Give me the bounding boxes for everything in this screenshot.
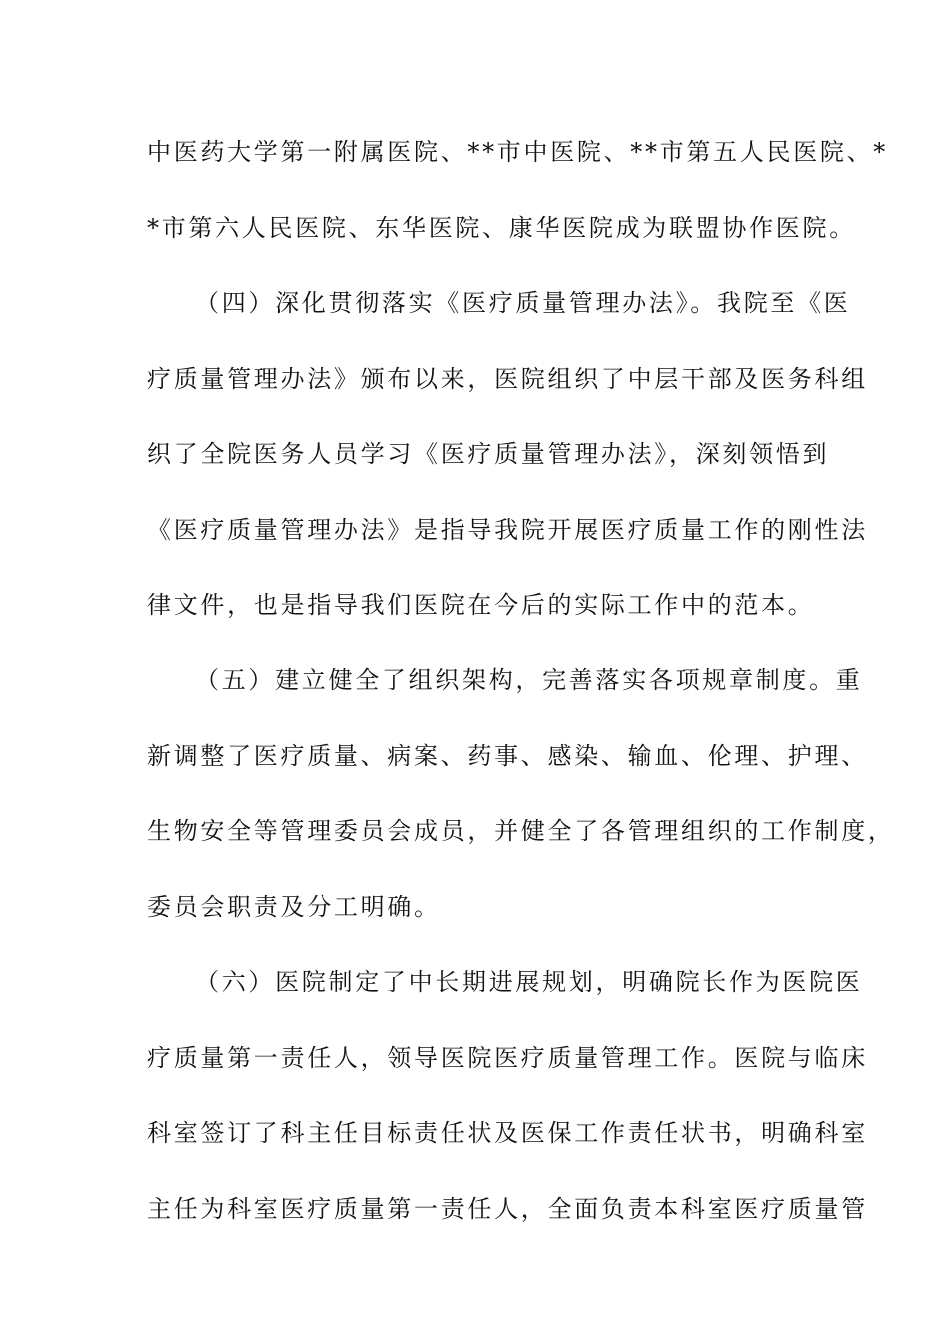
paragraph-6-start: （六）医院制定了中长期进展规划，明确院长作为医院医 <box>195 968 863 996</box>
text-line-14: 科室签订了科主任目标责任状及医保工作责任状书，明确科室 <box>147 1119 868 1147</box>
text-line-9: 新调整了医疗质量、病案、药事、感染、输血、伦理、护理、 <box>147 742 868 770</box>
paragraph-5-start: （五）建立健全了组织架构，完善落实各项规章制度。重 <box>195 666 863 694</box>
text-line-6: 《医疗质量管理办法》是指导我院开展医疗质量工作的刚性法 <box>147 516 868 544</box>
text-line-11: 委员会职责及分工明确。 <box>147 893 441 921</box>
text-line-10: 生物安全等管理委员会成员，并健全了各管理组织的工作制度， <box>147 817 895 845</box>
text-line-4: 疗质量管理办法》颁布以来，医院组织了中层干部及医务科组 <box>147 365 868 393</box>
text-line-13: 疗质量第一责任人，领导医院医疗质量管理工作。医院与临床 <box>147 1044 868 1072</box>
text-line-1: 中医药大学第一附属医院、**市中医院、**市第五人民医院、* <box>147 138 888 166</box>
paragraph-4-start: （四）深化贯彻落实《医疗质量管理办法》。我院至《医 <box>195 289 851 317</box>
text-line-7: 律文件，也是指导我们医院在今后的实际工作中的范本。 <box>147 591 815 619</box>
text-line-15: 主任为科室医疗质量第一责任人，全面负责本科室医疗质量管 <box>147 1195 868 1223</box>
text-line-5: 织了全院医务人员学习《医疗质量管理办法》，深刻领悟到 <box>147 440 830 468</box>
text-line-2: *市第六人民医院、东华医院、康华医院成为联盟协作医院。 <box>147 214 856 242</box>
